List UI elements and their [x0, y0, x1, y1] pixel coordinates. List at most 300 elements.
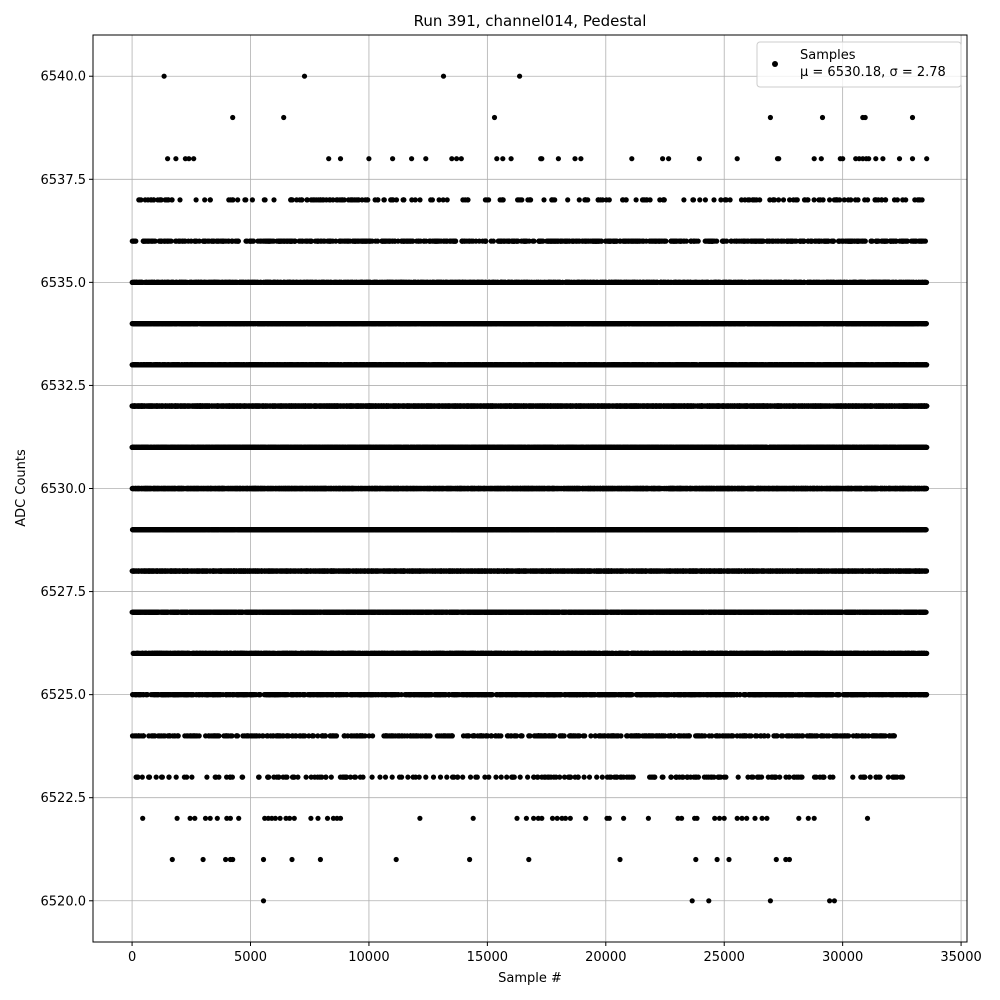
data-point: [677, 239, 682, 244]
data-point: [509, 156, 514, 161]
data-point: [875, 239, 880, 244]
data-point: [316, 239, 321, 244]
data-point: [549, 239, 554, 244]
data-point: [703, 197, 708, 202]
data-point: [607, 280, 612, 285]
data-point: [214, 280, 219, 285]
data-point: [860, 239, 865, 244]
data-point: [460, 197, 465, 202]
data-point: [696, 239, 701, 244]
data-point: [776, 197, 781, 202]
data-point: [737, 239, 742, 244]
data-point: [462, 280, 467, 285]
data-point: [454, 156, 459, 161]
data-point: [879, 197, 884, 202]
data-point: [299, 197, 304, 202]
data-point: [558, 280, 563, 285]
data-point: [598, 197, 603, 202]
data-point: [845, 280, 850, 285]
data-point: [337, 239, 342, 244]
data-point: [787, 197, 792, 202]
data-point: [142, 239, 147, 244]
data-point: [151, 280, 156, 285]
data-point: [483, 197, 488, 202]
data-point: [380, 280, 385, 285]
data-point: [905, 239, 910, 244]
data-point: [236, 239, 241, 244]
data-point: [728, 197, 733, 202]
data-point: [840, 280, 845, 285]
data-point: [710, 239, 715, 244]
data-point: [441, 197, 446, 202]
data-point: [742, 239, 747, 244]
data-point: [423, 156, 428, 161]
data-point: [578, 156, 583, 161]
data-point: [827, 197, 832, 202]
data-point: [223, 280, 228, 285]
data-point: [333, 280, 338, 285]
data-point: [514, 239, 519, 244]
data-point: [735, 156, 740, 161]
data-point: [527, 280, 532, 285]
data-point: [408, 239, 413, 244]
data-point: [450, 280, 455, 285]
data-point: [663, 239, 668, 244]
data-point: [678, 280, 683, 285]
data-point: [287, 239, 292, 244]
data-point: [177, 280, 182, 285]
data-point: [420, 280, 425, 285]
data-point: [731, 280, 736, 285]
data-point: [848, 197, 853, 202]
data-point: [514, 280, 519, 285]
data-point: [272, 280, 277, 285]
data-point: [397, 280, 402, 285]
data-point: [483, 280, 488, 285]
data-point: [354, 280, 359, 285]
data-point: [866, 156, 871, 161]
data-point: [288, 197, 293, 202]
data-point: [751, 280, 756, 285]
data-point: [443, 239, 448, 244]
data-point: [208, 197, 213, 202]
data-point: [267, 239, 272, 244]
data-point: [888, 239, 893, 244]
data-point: [781, 197, 786, 202]
data-point: [389, 280, 394, 285]
data-point: [914, 280, 919, 285]
data-point: [840, 156, 845, 161]
data-point: [793, 197, 798, 202]
data-point: [767, 197, 772, 202]
data-point: [151, 239, 156, 244]
data-point: [207, 280, 212, 285]
data-point: [221, 239, 226, 244]
data-point: [305, 197, 310, 202]
data-point: [459, 156, 464, 161]
data-point: [785, 239, 790, 244]
data-point: [334, 197, 339, 202]
data-point: [186, 156, 191, 161]
data-point: [287, 280, 292, 285]
data-point: [565, 197, 570, 202]
data-point: [370, 239, 375, 244]
data-point: [768, 115, 773, 120]
data-point: [829, 239, 834, 244]
data-point: [186, 239, 191, 244]
data-point: [202, 280, 207, 285]
data-point: [498, 280, 503, 285]
data-point: [820, 115, 825, 120]
data-point: [816, 239, 821, 244]
data-point: [306, 280, 311, 285]
data-point: [139, 280, 144, 285]
data-point: [407, 280, 412, 285]
data-point: [808, 239, 813, 244]
data-point: [311, 280, 316, 285]
data-point: [379, 239, 384, 244]
data-point: [586, 280, 591, 285]
data-point: [863, 115, 868, 120]
data-point: [162, 74, 167, 79]
data-point: [885, 280, 890, 285]
data-point: [368, 280, 373, 285]
data-point: [651, 280, 656, 285]
data-point: [739, 280, 744, 285]
data-point: [292, 239, 297, 244]
data-point: [635, 239, 640, 244]
data-point: [549, 197, 554, 202]
data-point: [422, 239, 427, 244]
data-point: [401, 197, 406, 202]
data-point: [580, 280, 585, 285]
data-point: [685, 280, 690, 285]
data-point: [624, 280, 629, 285]
data-point: [501, 239, 506, 244]
data-point: [319, 280, 324, 285]
data-point: [644, 197, 649, 202]
data-point: [160, 280, 165, 285]
data-point: [583, 197, 588, 202]
data-point: [362, 280, 367, 285]
data-point: [691, 197, 696, 202]
data-point: [704, 239, 709, 244]
data-point: [392, 239, 397, 244]
data-point: [281, 280, 286, 285]
data-point: [230, 115, 235, 120]
data-point: [809, 280, 814, 285]
data-point: [892, 197, 897, 202]
data-point: [320, 197, 325, 202]
data-point: [880, 156, 885, 161]
data-point: [910, 115, 915, 120]
data-point: [914, 239, 919, 244]
data-point: [720, 239, 725, 244]
data-point: [753, 239, 758, 244]
data-point: [909, 280, 914, 285]
data-point: [897, 239, 902, 244]
data-point: [862, 197, 867, 202]
data-point: [776, 156, 781, 161]
data-point: [503, 280, 508, 285]
data-point: [775, 239, 780, 244]
data-point: [165, 280, 170, 285]
data-point: [177, 197, 182, 202]
data-point: [752, 197, 757, 202]
data-point: [412, 280, 417, 285]
data-point: [660, 156, 665, 161]
data-point: [235, 197, 240, 202]
data-point: [548, 280, 553, 285]
data-point: [365, 197, 370, 202]
data-point: [713, 280, 718, 285]
data-point: [300, 239, 305, 244]
data-point: [352, 239, 357, 244]
data-point: [342, 197, 347, 202]
data-point: [591, 280, 596, 285]
data-point: [247, 239, 252, 244]
data-point: [575, 239, 580, 244]
data-point: [722, 280, 727, 285]
data-point: [194, 197, 199, 202]
data-point: [325, 239, 330, 244]
data-point: [281, 115, 286, 120]
data-point: [903, 197, 908, 202]
data-point: [173, 156, 178, 161]
data-point: [216, 239, 221, 244]
data-point: [828, 280, 833, 285]
data-point: [697, 197, 702, 202]
data-point: [558, 239, 563, 244]
data-point: [528, 197, 533, 202]
data-point: [425, 280, 430, 285]
data-point: [672, 239, 677, 244]
data-point: [834, 197, 839, 202]
data-point: [693, 280, 698, 285]
data-point: [742, 197, 747, 202]
data-point: [531, 239, 536, 244]
data-point: [177, 239, 182, 244]
data-point: [787, 280, 792, 285]
data-point: [137, 197, 142, 202]
data-point: [821, 197, 826, 202]
data-point: [556, 156, 561, 161]
data-point: [782, 280, 787, 285]
data-point: [158, 197, 163, 202]
data-point: [232, 280, 237, 285]
data-point: [500, 197, 505, 202]
data-point: [883, 239, 888, 244]
data-point: [641, 239, 646, 244]
data-point: [553, 239, 558, 244]
data-point: [226, 197, 231, 202]
data-point: [278, 239, 283, 244]
data-point: [536, 239, 541, 244]
data-point: [427, 239, 432, 244]
data-point: [681, 197, 686, 202]
data-point: [805, 197, 810, 202]
data-point: [839, 239, 844, 244]
data-point: [409, 197, 414, 202]
data-point: [697, 156, 702, 161]
data-point: [366, 156, 371, 161]
data-point: [862, 280, 867, 285]
data-point: [798, 239, 803, 244]
data-point: [594, 239, 599, 244]
data-point: [467, 280, 472, 285]
data-point: [265, 280, 270, 285]
data-point: [583, 239, 588, 244]
data-point: [897, 156, 902, 161]
data-point: [169, 197, 174, 202]
data-point: [197, 239, 202, 244]
data-point: [202, 197, 207, 202]
data-point: [134, 280, 139, 285]
data-point: [257, 239, 262, 244]
data-point: [539, 156, 544, 161]
data-point: [797, 280, 802, 285]
data-point: [541, 197, 546, 202]
data-point: [250, 197, 255, 202]
data-point: [164, 197, 169, 202]
data-point: [347, 239, 352, 244]
data-point: [650, 239, 655, 244]
data-point: [577, 197, 582, 202]
data-point: [705, 280, 710, 285]
data-point: [205, 239, 210, 244]
data-point: [191, 156, 196, 161]
data-point: [846, 239, 851, 244]
data-point: [449, 156, 454, 161]
data-point: [302, 74, 307, 79]
data-point: [390, 197, 395, 202]
data-point: [772, 280, 777, 285]
data-point: [430, 280, 435, 285]
data-point: [187, 280, 192, 285]
data-point: [689, 239, 694, 244]
data-point: [684, 239, 689, 244]
data-point: [338, 156, 343, 161]
data-point: [409, 156, 414, 161]
data-point: [762, 280, 767, 285]
data-point: [912, 197, 917, 202]
data-point: [521, 280, 526, 285]
data-point: [500, 156, 505, 161]
data-point: [480, 239, 485, 244]
data-point: [629, 156, 634, 161]
data-point: [516, 197, 521, 202]
data-point: [417, 197, 422, 202]
data-point: [855, 239, 860, 244]
data-point: [924, 156, 929, 161]
data-point: [509, 239, 514, 244]
data-point: [196, 280, 201, 285]
data-point: [373, 197, 378, 202]
data-point: [855, 197, 860, 202]
data-point: [460, 239, 465, 244]
data-point: [384, 280, 389, 285]
data-point: [535, 280, 540, 285]
data-point: [857, 280, 862, 285]
data-point: [634, 197, 639, 202]
data-point: [565, 280, 570, 285]
data-point: [662, 197, 667, 202]
data-point: [312, 197, 317, 202]
data-point: [666, 156, 671, 161]
data-point: [522, 239, 527, 244]
data-point: [381, 197, 386, 202]
data-point: [631, 280, 636, 285]
data-point: [159, 239, 164, 244]
data-point: [441, 74, 446, 79]
data-point: [430, 197, 435, 202]
data-point: [711, 197, 716, 202]
data-point: [241, 280, 246, 285]
data-point: [747, 197, 752, 202]
data-point: [436, 239, 441, 244]
data-point: [819, 156, 824, 161]
data-point: [541, 280, 546, 285]
data-point: [517, 74, 522, 79]
data-point: [298, 280, 303, 285]
data-point: [842, 197, 847, 202]
data-point: [572, 280, 577, 285]
data-point: [467, 239, 472, 244]
data-point: [131, 239, 136, 244]
data-point: [812, 197, 817, 202]
data-point: [612, 280, 617, 285]
data-point: [869, 239, 874, 244]
data-point: [812, 156, 817, 161]
data-point: [496, 239, 501, 244]
data-point: [255, 280, 260, 285]
data-point: [326, 156, 331, 161]
data-point: [607, 239, 612, 244]
data-point: [873, 156, 878, 161]
data-point: [165, 156, 170, 161]
data-point: [620, 197, 625, 202]
data-point: [385, 239, 390, 244]
data-point: [893, 280, 898, 285]
data-point: [617, 239, 622, 244]
data-point: [629, 239, 634, 244]
data-point: [361, 239, 366, 244]
data-point: [572, 156, 577, 161]
data-point: [663, 280, 668, 285]
data-point: [271, 197, 276, 202]
data-point: [401, 239, 406, 244]
data-point: [438, 280, 443, 285]
data-point: [875, 280, 880, 285]
data-point: [243, 197, 248, 202]
data-point: [167, 239, 172, 244]
data-point: [490, 280, 495, 285]
data-point: [226, 239, 231, 244]
data-point: [874, 197, 879, 202]
data-point: [349, 280, 354, 285]
data-point: [337, 280, 342, 285]
data-point: [760, 239, 765, 244]
data-point: [390, 156, 395, 161]
data-point: [494, 156, 499, 161]
data-point: [641, 280, 646, 285]
data-point: [728, 239, 733, 244]
data-point: [718, 197, 723, 202]
data-point: [262, 197, 267, 202]
data-point: [492, 115, 497, 120]
data-point: [604, 197, 609, 202]
data-point: [509, 280, 514, 285]
